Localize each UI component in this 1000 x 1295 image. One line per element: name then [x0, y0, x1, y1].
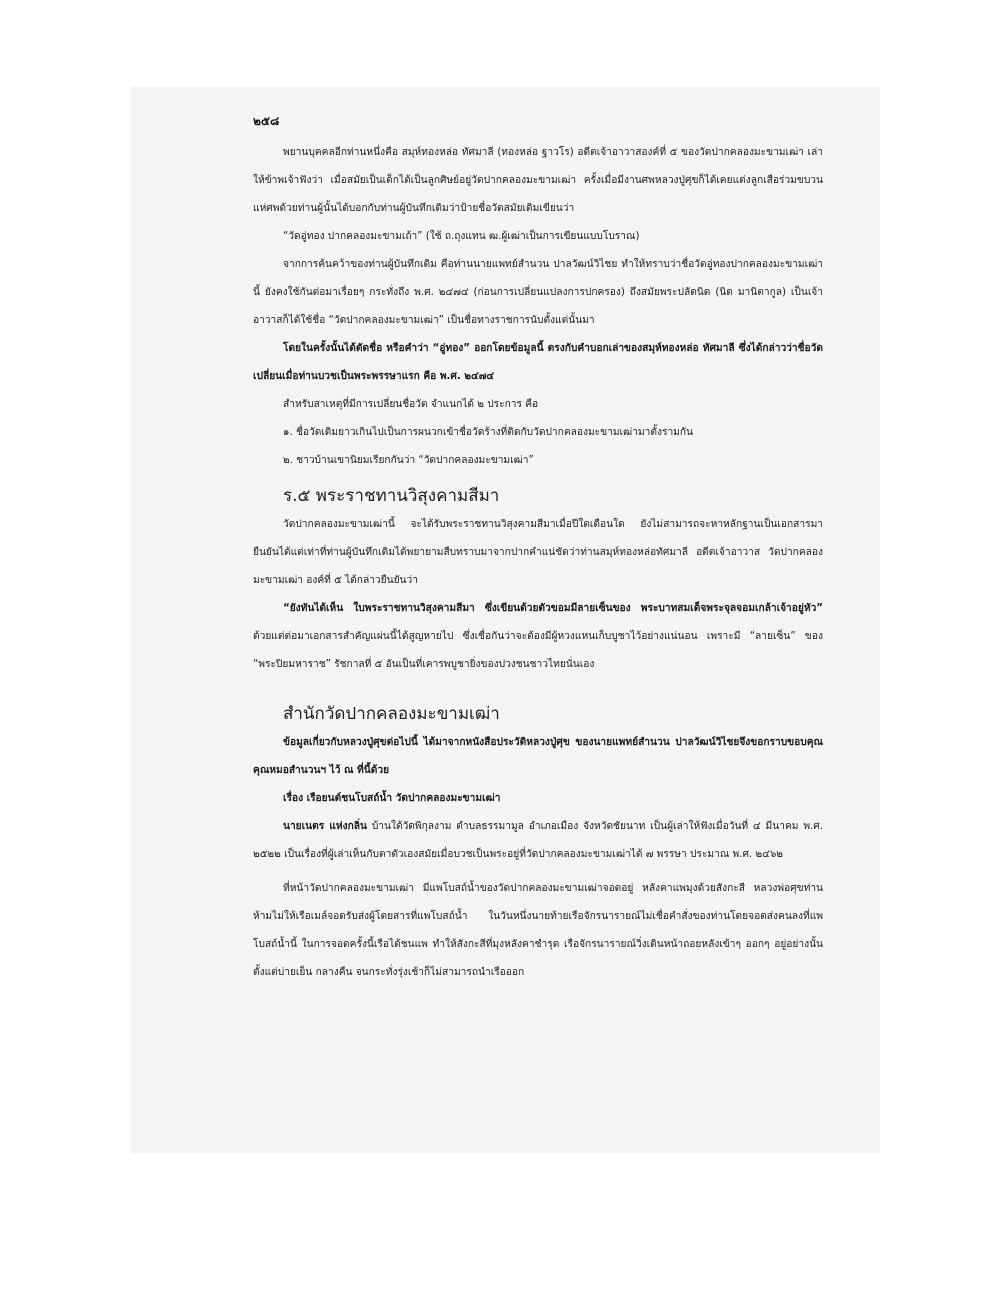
paragraph-reasons-intro: สำหรับสาเหตุที่มีการเปลี่ยนชื่อวัด จำแนกได้ ๒ ประการ คือ — [283, 399, 539, 410]
story-title: เรื่อง เรือยนต์ชนโบสถ์น้ำ วัดปากคลองมะขามเฒ่า — [283, 793, 501, 804]
page-number: ๒๕๘ — [253, 114, 280, 128]
storyteller-details: บ้านใต้วัดพิกุลงาม ตำบลธรรมามูล อำเภอเมือง จังหวัดชัยนาท เป็นผู้เล่าให้ฟังเมื่อวันที่ ๔ มีนาคม พ.ศ. ๒๕๒๒ เป็นเรื่องที่ผู้เล่าเห็นกับตาตัวเองสมัยเมื่อบวชเป็นพระอยู่ที่วัดปากคลองมะขามเฒ่าได้ ๗ พรรษา ประมาณ พ.ศ. ๒๔๖๒ — [253, 821, 823, 860]
royal-quote: “ยังทันได้เห็น ใบพระราชทานวิสุงคามสีมา ซึ่งเขียนด้วยตัวขอมมีลายเซ็นของ พระบาทสมเด็จพระจุลจอมเกล้าเจ้าอยู่หัว” — [283, 603, 823, 614]
paragraph-witness: พยานบุคคลอีกท่านหนึ่งคือ สมุห์ทองหล่อ ทัศมาลี (ทองหล่อ ฐาวโร) อดีตเจ้าอาวาสองค์ที่ ๕ ของวัดปากคลองมะขามเฒ่า เล่าให้ข้าพเจ้าฟังว่า เมื่อสมัยเป็นเด็กได้เป็นลูกศิษย์อยู่วัดปากคลองมะขามเฒ่า ครั้งเมื่อมีงานศพหลวงปู่ศุขก็ได้เคยแต่งลูกเสือร่วมขบวนแห่ศพด้วยท่านผู้นั้นได้บอกกับท่านผู้บันทึกเดิมว่าป้ายชื่อวัดสมัยเดิมเขียนว่า — [253, 147, 823, 214]
scanned-page — [131, 87, 880, 1153]
list-item-reason-1: ๑. ชื่อวัดเดิมยาวเกินไปเป็นการผนวกเข้าชื่อวัดร้างที่ติดกับวัดปากคลองมะขามเฒ่ามาตั้งรามกัน — [283, 427, 694, 438]
spacer — [253, 679, 823, 699]
paragraph-old-name-quote: “วัดอู่ทอง ปากคลองมะขามเถ้า” (ใช้ ถ.ถุงแทน ฒ.ผู้เฒ่าเป็นการเขียนแบบโบราณ) — [283, 231, 640, 242]
paragraph-storyteller — [253, 813, 823, 869]
section-heading-temple-office: สำนักวัดปากคลองมะขามเฒ่า — [283, 704, 500, 724]
paragraph-name-removal: โดยในครั้งนั้นได้ตัดชื่อ หรือคำว่า “อู่ทอง” ออกโดยข้อมูลนี้ ตรงกับคำบอกเล่าของสมุห์ทองหล่อ ทัศมาลี ซึ่งได้กล่าวว่าชื่อวัดเปลี่ยนเมื่อท่านบวชเป็นพระพรรษาแรก คือ พ.ศ. ๒๔๗๔ — [253, 343, 823, 382]
page-content — [253, 107, 823, 987]
paragraph-source-credit: ข้อมูลเกี่ยวกับหลวงปู่ศุขต่อไปนี้ ได้มาจากหนังสือประวัติหลวงปู่ศุข ของนายแพทย์สำนวน ปาลวัฒน์วิไชยจึงขอกราบขอบคุณคุณหมอสำนวนฯ ไว้ ณ ที่นี้ด้วย — [253, 737, 823, 776]
royal-quote-continued: ด้วยแต่ต่อมาเอกสารสำคัญแผ่นนี้ได้สูญหายไป ซึ่งเชื่อกันว่าจะต้องมีผู้หวงแหนเก็บบูชาไว้อย่างแน่นอน เพราะมี “ลายเซ็น” ของ “พระปิยมหาราช” รัชกาลที่ ๕ อันเป็นที่เคารพบูชายิ่งของปวงชนชาวไทยนั่นเอง — [253, 631, 823, 670]
paragraph-research: จากการค้นคว้าของท่านผู้บันทึกเดิม คือท่านนายแพทย์สำนวน ปาลวัฒน์วิไชย ทำให้ทราบว่าชื่อวัดอู่ทองปากคลองมะขามเฒ่านี้ ยังคงใช้กันต่อมาเรื่อยๆ กระทั่งถึง พ.ศ. ๒๔๗๔ (ก่อนการเปลี่ยนแปลงการปกครอง) ถึงสมัยพระปลัดนิด (นิด มานิตากูล) เป็นเจ้าอาวาสก็ได้ใช้ชื่อ “วัดปากคลองมะขามเฒ่า” เป็นชื่อทางราชการนับตั้งแต่นั้นมา — [253, 259, 823, 326]
paragraph-royal-signature — [253, 595, 823, 679]
storyteller-name: นายเนตร แห่งกลิ่น — [283, 821, 367, 832]
section-heading-visungkhamsima: ร.๕ พระราชทานวิสุงคามสีมา — [283, 486, 500, 506]
paragraph-boat-story: ที่หน้าวัดปากคลองมะขามเฒ่า มีแพโบสถ์น้ำของวัดปากคลองมะขามเฒ่าจอดอยู่ หลังคาแพมุงด้วยสังกะสี หลวงพ่อศุขท่านห้ามไม่ให้เรือเมล์จอดรับส่งผู้โดยสารที่แพโบสถ์น้ำ ในวันหนึ่งนายท้ายเรือจักรนารายณ์ไม่เชื่อคำสั่งของท่านโดยจอดส่งคนลงที่แพโบสถ์น้ำนี้ ในการจอดครั้งนี้เรือได้ชนแพ ทำให้สังกะสีที่มุงหลังคาชำรุด เรือจักรนารายณ์วิ่งเดินหน้าถอยหลังเข้าๆ ออกๆ อยู่อย่างนั้นตั้งแต่บ่ายเย็น กลางคืน จนกระทั่งรุ่งเช้าก็ไม่สามารถนำเรือออก — [253, 883, 823, 978]
list-item-reason-2: ๒. ชาวบ้านเขานิยมเรียกกันว่า “วัดปากคลองมะขามเฒ่า” — [283, 455, 534, 466]
paragraph-visungkhamsima: วัดปากคลองมะขามเฒ่านี้ จะได้รับพระราชทานวิสุงคามสีมาเมื่อปีใดเดือนใด ยังไม่สามารถจะหาหลักฐานเป็นเอกสารมายืนยันได้แต่เท่าที่ท่านผู้บันทึกเดิมได้พยายามสืบทราบมาจากปากคำแน่ชัดว่าท่านสมุห์ทองหล่อทัศมาลี อดีตเจ้าอาวาส วัดปากคลองมะขามเฒ่า องค์ที่ ๕ ได้กล่าวยืนยันว่า — [253, 519, 823, 586]
